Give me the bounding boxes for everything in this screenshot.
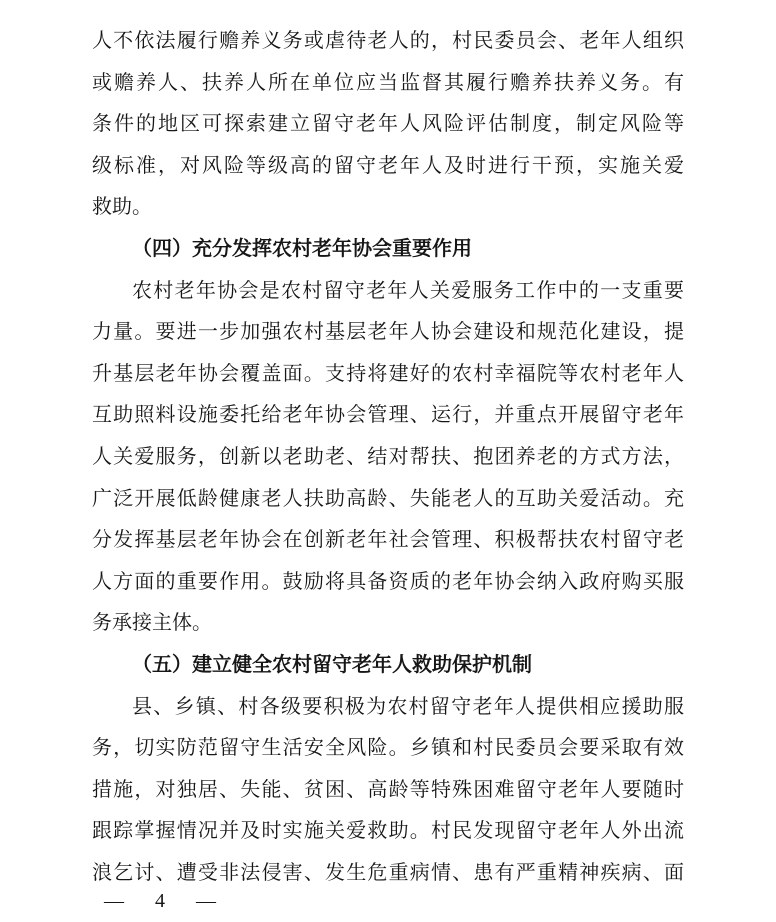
- text-line: 条件的地区可探索建立留守老年人风险评估制度，制定风险等: [92, 113, 684, 136]
- text-line: 跟踪掌握情况并及时实施关爱救助。村民发现留守老年人外出流: [92, 820, 684, 843]
- text-line: 互助照料设施委托给老年协会管理、运行，并重点开展留守老年: [92, 404, 684, 427]
- text-line: 力量。要进一步加强农村基层老年人协会建设和规范化建设，提: [92, 321, 684, 344]
- document-body: [92, 21, 684, 894]
- text-line: 务承接主体。: [92, 612, 212, 635]
- text-line: 措施，对独居、失能、贫困、高龄等特殊困难留守老年人要随时: [92, 778, 684, 801]
- text-line: 农村老年协会是农村留守老年人关爱服务工作中的一支重要: [132, 279, 684, 302]
- section-heading: （四）充分发挥农村老年协会重要作用: [132, 237, 472, 260]
- text-line: 人不依法履行赡养义务或虐待老人的，村民委员会、老年人组织: [92, 30, 684, 52]
- section-heading: （五）建立健全农村留守老年人救助保护机制: [132, 653, 532, 676]
- text-line: 广泛开展低龄健康老人扶助高龄、失能老人的互助关爱活动。充: [92, 487, 684, 510]
- text-line: 务，切实防范留守生活安全风险。乡镇和村民委员会要采取有效: [92, 737, 684, 760]
- text-line: 浪乞讨、遭受非法侵害、发生危重病情、患有严重精神疾病、面: [92, 861, 684, 884]
- paragraph: [92, 21, 684, 229]
- paragraph: [92, 271, 684, 645]
- text-line: 分发挥基层老年协会在创新老年社会管理、积极帮扶农村留守老: [92, 529, 684, 552]
- paragraph: [92, 687, 684, 895]
- text-line: 升基层老年协会覆盖面。支持将建好的农村幸福院等农村老年人: [92, 362, 684, 385]
- text-line: 人关爱服务，创新以老助老、结对帮扶、抱团养老的方式方法，: [92, 445, 684, 468]
- text-line: 县、乡镇、村各级要积极为农村留守老年人提供相应援助服: [132, 695, 684, 718]
- text-line: 救助。: [92, 196, 152, 219]
- text-line: 人方面的重要作用。鼓励将具备资质的老年协会纳入政府购买服: [92, 570, 684, 593]
- page-number: — 4 —: [104, 890, 229, 912]
- text-line: 或赡养人、扶养人所在单位应当监督其履行赡养扶养义务。有: [92, 71, 684, 94]
- text-line: 级标准，对风险等级高的留守老年人及时进行干预，实施关爱: [92, 154, 684, 177]
